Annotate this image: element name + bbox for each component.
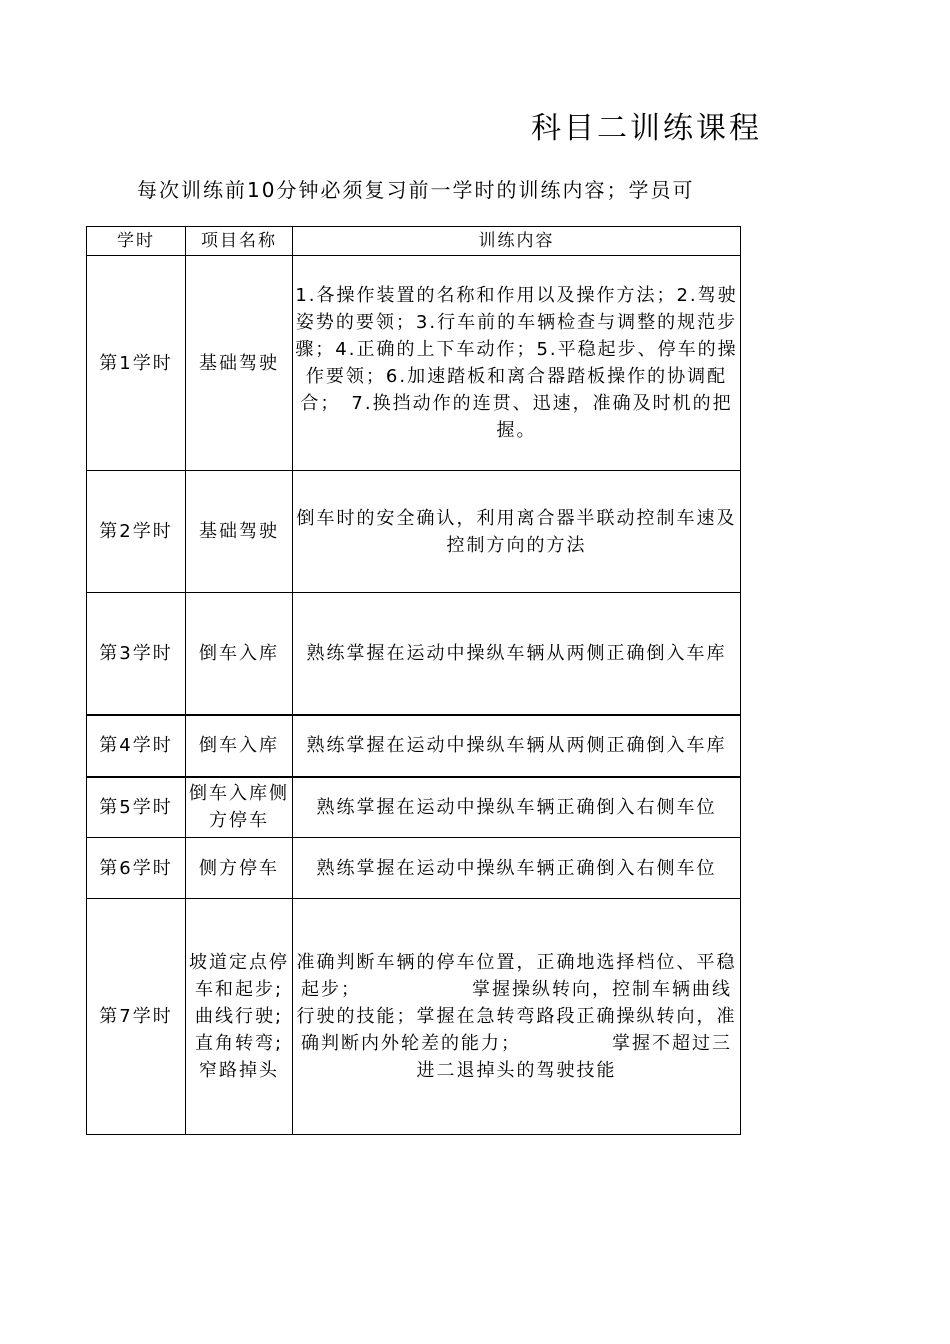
training-content-cell: 熟练掌握在运动中操纵车辆从两侧正确倒入车库 (293, 715, 741, 777)
header-training-content: 训练内容 (293, 227, 741, 256)
project-name-cell: 基础驾驶 (186, 471, 293, 593)
header-project-name: 项目名称 (186, 227, 293, 256)
period-cell: 第7学时 (87, 899, 186, 1135)
table-row (87, 256, 741, 471)
table-row (87, 777, 741, 838)
period-cell: 第6学时 (87, 838, 186, 899)
training-schedule-table (86, 226, 741, 1135)
period-cell: 第2学时 (87, 471, 186, 593)
project-name-cell: 侧方停车 (186, 838, 293, 899)
table-row (87, 593, 741, 715)
training-content-cell: 准确判断车辆的停车位置，正确地选择档位、平稳起步； 掌握操纵转向，控制车辆曲线行驶的技能；掌握在急转弯路段正确操纵转向，准确判断内外轮差的能力； 掌握不超过三进二退掉头的驾驶技能 (293, 899, 741, 1135)
period-cell: 第1学时 (87, 256, 186, 471)
project-name-cell: 倒车入库 (186, 715, 293, 777)
table-row (87, 471, 741, 593)
period-cell: 第4学时 (87, 715, 186, 777)
table-header-row (87, 227, 741, 256)
training-content-cell: 1.各操作装置的名称和作用以及操作方法；2.驾驶姿势的要领；3.行车前的车辆检查与调整的规范步骤；4.正确的上下车动作；5.平稳起步、停车的操作要领；6.加速踏板和离合器踏板操作的协调配合； 7.换挡动作的连贯、迅速，准确及时机的把握。 (293, 256, 741, 471)
table-row (87, 838, 741, 899)
table-row (87, 899, 741, 1135)
table-row (87, 715, 741, 777)
training-content-cell: 熟练掌握在运动中操纵车辆正确倒入右侧车位 (293, 777, 741, 838)
document-title: 科目二训练课程 (531, 111, 762, 146)
training-content-cell: 熟练掌握在运动中操纵车辆正确倒入右侧车位 (293, 838, 741, 899)
period-cell: 第5学时 (87, 777, 186, 838)
project-name-cell: 基础驾驶 (186, 256, 293, 471)
project-name-cell: 坡道定点停车和起步;曲线行驶;直角转弯;窄路掉头 (186, 899, 293, 1135)
project-name-cell: 倒车入库侧方停车 (186, 777, 293, 838)
training-content-cell: 熟练掌握在运动中操纵车辆从两侧正确倒入车库 (293, 593, 741, 715)
header-period: 学时 (87, 227, 186, 256)
period-cell: 第3学时 (87, 593, 186, 715)
project-name-cell: 倒车入库 (186, 593, 293, 715)
training-content-cell: 倒车时的安全确认，利用离合器半联动控制车速及控制方向的方法 (293, 471, 741, 593)
training-note: 每次训练前10分钟必须复习前一学时的训练内容；学员可 (137, 178, 695, 202)
